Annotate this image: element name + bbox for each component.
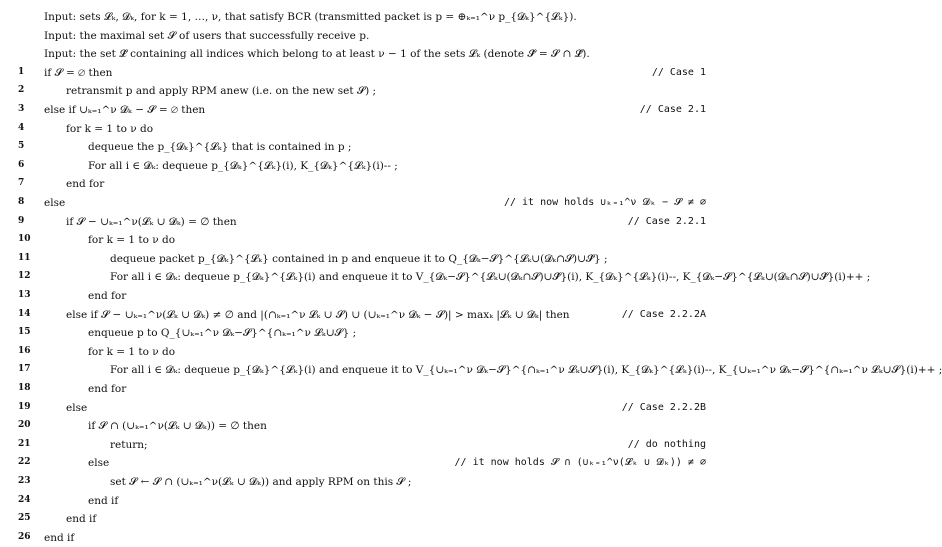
line-number: 17 [18,364,31,375]
line-number: 23 [18,476,31,486]
line-number: 5 [18,141,25,152]
line-code: end if [66,513,97,526]
algorithm-line [0,380,734,398]
line-number: 15 [18,327,31,338]
line-code: else [44,197,66,209]
line-number: 24 [18,494,31,505]
line-number: 4 [18,122,25,133]
line-comment: // it now holds ∪ₖ₌₁^ν 𝓓ₖ − 𝓢 ≠ ∅ [503,197,706,208]
line-code: retransmit p and apply RPM anew (i.e. on the new set 𝓢) ; [66,85,377,98]
line-comment: // do nothing [627,438,706,450]
line-code: if 𝓢 = ∅ then [44,66,113,79]
line-comment: // Case 2.2.2A [621,308,706,320]
algorithm-line [0,120,734,138]
algorithm-line [0,213,734,231]
line-number: 26 [18,531,31,542]
line-code: end for [66,178,105,191]
line-code: return; [110,438,148,451]
line-code: dequeue the p_{𝓓ₖ}^{𝓛ₖ} that is contained in p ; [88,141,352,154]
algorithm-line [0,510,734,528]
line-code: else [88,457,110,470]
line-number: 3 [18,104,25,114]
algorithm-line [0,399,734,417]
line-code: for k = 1 to ν do [66,122,154,135]
line-number: 7 [18,178,25,189]
line-number: 2 [18,85,25,96]
algorithm-line [0,343,734,361]
algorithm-line [0,250,734,268]
line-code: end if [88,494,119,507]
line-code: else [66,401,88,414]
algorithm-line [0,82,734,100]
line-number: 9 [18,215,25,226]
line-code: end if [44,531,75,544]
algorithm-line [0,417,734,435]
line-number: 16 [18,345,31,356]
line-code: Input: the maximal set 𝓢 of users that successfully receive p. [44,29,370,42]
line-code: end for [88,290,127,302]
algorithm-line [0,529,734,547]
line-number: 18 [18,383,31,393]
algorithm-line [0,436,734,454]
algorithm-line [0,138,734,156]
line-code: For all i ∈ 𝓓ₖ: dequeue p_{𝓓ₖ}^{𝓛ₖ}(i) and enqueue it to V_{∪ₖ₌₁^ν 𝓓ₖ−𝓢}^{∩ₖ₌₁^ν 𝓛ₖ∪𝓢}(i), K_{𝓓ₖ}^{𝓛ₖ}(i)--, K_{∪ₖ₌₁^ν 𝓓ₖ−𝓢}^{∩ₖ₌₁^ν 𝓛ₖ∪𝓢}(i)++ ; [110,364,942,377]
line-number: 11 [18,252,31,263]
line-code: For all i ∈ 𝓓ₖ: dequeue p_{𝓓ₖ}^{𝓛ₖ}(i), K_{𝓓ₖ}^{𝓛ₖ}(i)-- ; [88,159,398,172]
line-code: else if 𝓢 − ∪ₖ₌₁^ν(𝓛ₖ ∪ 𝓓ₖ) ≠ ∅ and |(∩ₖ₌₁^ν 𝓛ₖ ∪ 𝓢) ∪ (∪ₖ₌₁^ν 𝓓ₖ − 𝓢)| > maxₖ |𝓛ₖ ∪ 𝓓ₖ| then [66,308,570,321]
line-number: 6 [18,159,25,170]
line-code: set 𝓢 ← 𝓢 ∩ (∪ₖ₌₁^ν(𝓛ₖ ∪ 𝓓ₖ)) and apply RPM on this 𝓢 ; [110,476,412,488]
algorithm-line [0,306,734,324]
line-comment: // it now holds 𝓢 ∩ (∪ₖ₌₁^ν(𝓛ₖ ∪ 𝓓ₖ)) ≠ ∅ [454,457,706,469]
algorithm-line [0,287,734,305]
algorithm-line [0,361,942,379]
line-code: dequeue packet p_{𝓓ₖ}^{𝓛ₖ} contained in p and enqueue it to Q_{𝓓ₖ−𝓢}^{𝓛ₖ∪(𝓓ₖ∩𝓢)∪𝓢̂} ; [110,252,608,265]
algorithm-line [0,324,734,342]
line-code: For all i ∈ 𝓓ₖ: dequeue p_{𝓓ₖ}^{𝓛ₖ}(i) and enqueue it to V_{𝓓ₖ−𝓢}^{𝓛ₖ∪(𝓓ₖ∩𝓢)∪𝓢̂}(i), K_{𝓓ₖ}^{𝓛ₖ}(i)--, K_{𝓓ₖ−𝓢}^{𝓛ₖ∪(𝓓ₖ∩𝓢)∪𝓢̂}(i)++ ; [110,271,871,284]
line-comment: // Case 1 [651,66,706,78]
algorithm-line [0,175,734,193]
algorithm-line [0,8,734,26]
algorithm-line [0,268,871,286]
algorithm-line [0,231,734,249]
line-comment: // Case 2.1 [639,104,706,115]
line-code: else if ∪ₖ₌₁^ν 𝓓ₖ − 𝓢 = ∅ then [44,104,206,116]
line-code: Input: sets 𝓛ₖ, 𝓓ₖ, for k = 1, …, ν, that satisfy BCR (transmitted packet is p = ⊕ₖ₌₁^ν p_{𝓓ₖ}^{𝓛ₖ}). [44,11,577,23]
line-number: 13 [18,290,31,300]
line-comment: // Case 2.2.1 [627,215,706,227]
algorithm-line [0,27,734,45]
algorithm-line [0,157,734,175]
line-number: 12 [18,271,31,282]
line-code: for k = 1 to ν do [88,345,176,358]
line-number: 25 [18,513,31,524]
algorithm-line [0,473,734,491]
algorithm-line [0,454,734,472]
line-number: 14 [18,308,31,319]
line-code: end for [88,383,127,395]
algorithm-line [0,492,734,510]
algorithm-line [0,194,734,212]
line-number: 8 [18,197,25,207]
line-number: 20 [18,420,31,431]
line-code: if 𝓢 ∩ (∪ₖ₌₁^ν(𝓛ₖ ∪ 𝓓ₖ)) = ∅ then [88,420,267,433]
line-number: 22 [18,457,31,468]
line-code: for k = 1 to ν do [88,234,176,247]
line-code: enqueue p to Q_{∪ₖ₌₁^ν 𝓓ₖ−𝓢}^{∩ₖ₌₁^ν 𝓛ₖ∪𝓢} ; [88,327,357,340]
line-number: 10 [18,234,31,245]
algorithm-line [0,101,734,119]
line-code: if 𝓢 − ∪ₖ₌₁^ν(𝓛ₖ ∪ 𝓓ₖ) = ∅ then [66,215,237,228]
algorithm-line [0,64,734,82]
line-number: 19 [18,401,31,412]
line-number: 21 [18,438,31,449]
line-code: Input: the set 𝓛̂ containing all indices which belong to at least ν − 1 of the sets 𝓛ₖ (denote 𝓢̂ = 𝓢 ∩ 𝓛̂). [44,48,590,61]
line-number: 1 [18,66,25,77]
algorithm-line [0,45,734,63]
line-comment: // Case 2.2.2B [621,401,706,413]
